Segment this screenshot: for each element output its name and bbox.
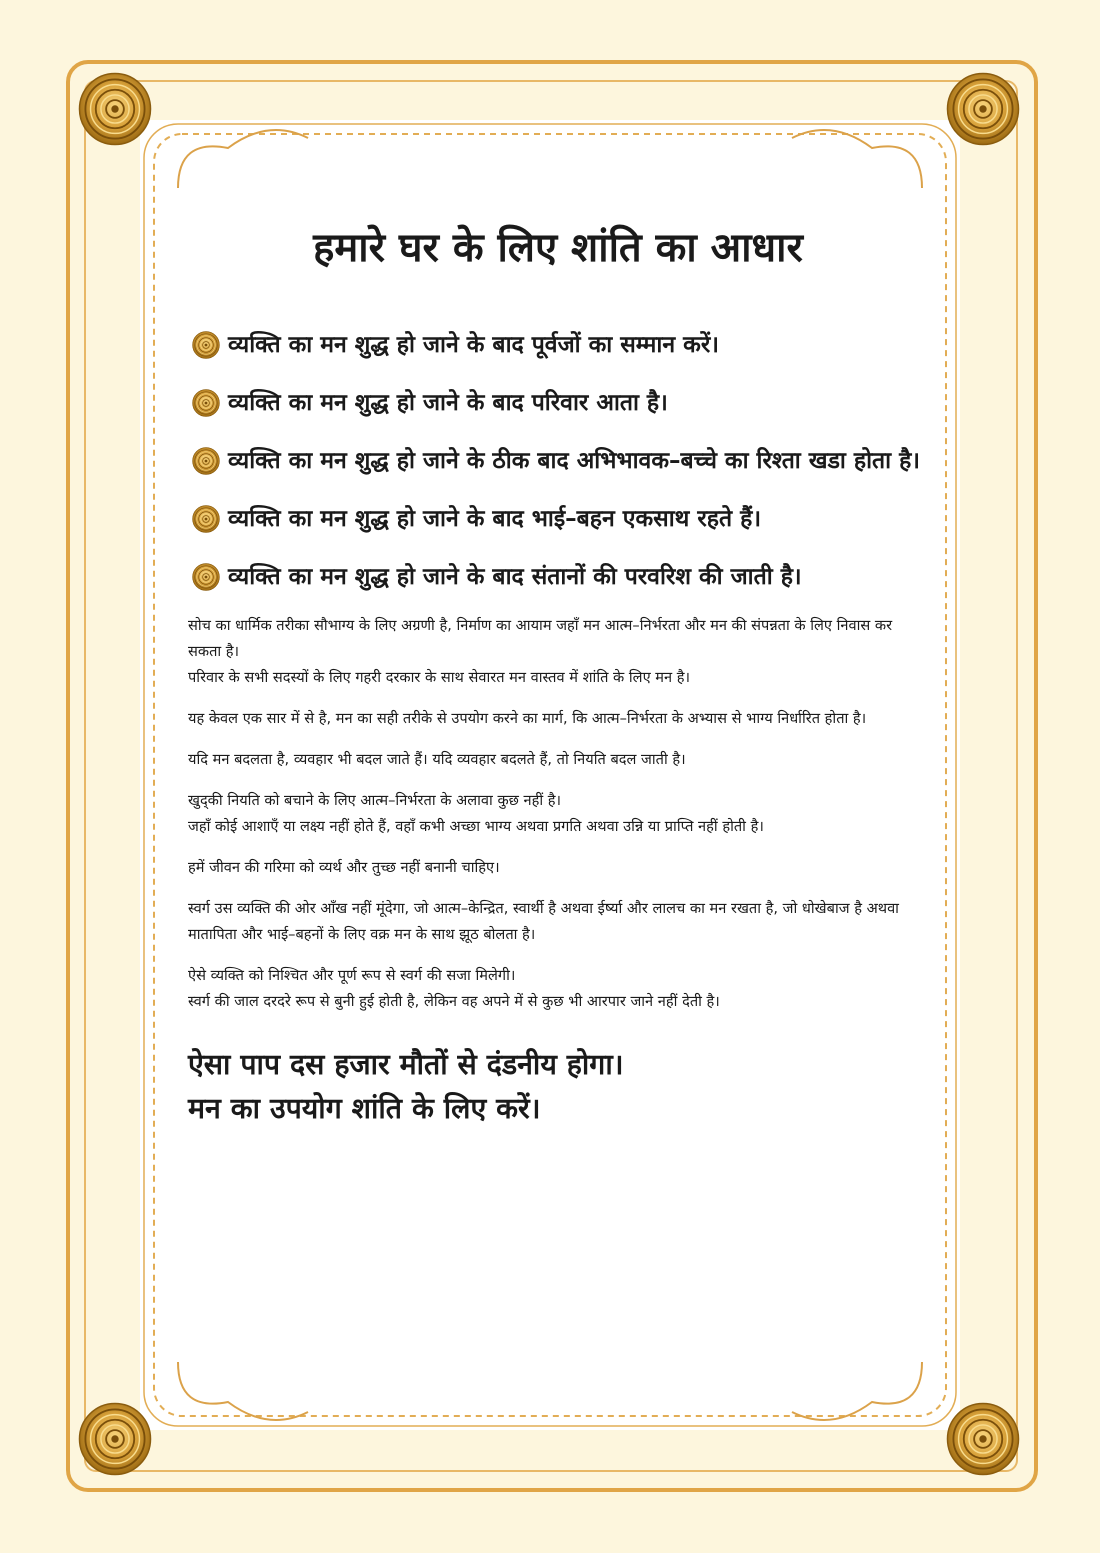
paragraph-line: स्वर्ग उस व्यक्ति की ओर आँख नहीं मूंदेगा, जो आत्म–केन्द्रित, स्वार्थी है अथवा ईर्ष्या और लालच का मन रखता है, जो धोखेबाज है अथवा मातापिता और भाई–बहनों के लिए वक्र मन के साथ झूठ बोलता है। bbox=[188, 900, 899, 943]
list-item bbox=[188, 497, 928, 541]
paragraph bbox=[188, 747, 928, 773]
list-item bbox=[188, 323, 928, 367]
list-item-text: व्यक्ति का मन शुद्ध हो जाने के ठीक बाद अभिभावक–बच्चे का रिश्ता खडा होता है। bbox=[228, 448, 921, 474]
paragraph bbox=[188, 788, 928, 840]
list-item-text: व्यक्ति का मन शुद्ध हो जाने के बाद संतानों की परवरिश की जाती है। bbox=[228, 564, 802, 590]
list-item bbox=[188, 381, 928, 425]
paragraph-line: यदि मन बदलता है, व्यवहार भी बदल जाते हैं। यदि व्यवहार बदलते हैं, तो नियति बदल जाती है। bbox=[188, 751, 686, 768]
paragraph bbox=[188, 963, 928, 1015]
list-item-text: व्यक्ति का मन शुद्ध हो जाने के बाद पूर्वजों का सम्मान करें। bbox=[228, 332, 719, 358]
body-text bbox=[188, 613, 928, 1015]
gold-medallion-icon bbox=[946, 72, 1020, 146]
gold-medallion-icon bbox=[946, 1402, 1020, 1476]
gold-medallion-icon bbox=[78, 72, 152, 146]
gold-disc-bullet-icon bbox=[192, 447, 220, 475]
gold-disc-bullet-icon bbox=[192, 389, 220, 417]
list-item bbox=[188, 555, 928, 599]
paragraph-line: स्वर्ग की जाल दरदरे रूप से बुनी हुई होती है, लेकिन वह अपने में से कुछ भी आरपार जाने नहीं देती है। bbox=[188, 993, 720, 1010]
paragraph bbox=[188, 896, 928, 948]
paragraph-line: खुद्की नियति को बचाने के लिए आत्म–निर्भरता के अलावा कुछ नहीं है। bbox=[188, 792, 562, 809]
paragraph-line: ऐसे व्यक्ति को निश्चित और पूर्ण रूप से स्वर्ग की सजा मिलेगी। bbox=[188, 967, 516, 984]
paragraph-line: जहाँ कोई आशाएँ या लक्ष्य नहीं होते हैं, वहाँ कभी अच्छा भाग्य अथवा प्रगति अथवा उन्नि या प्राप्ति नहीं होती है। bbox=[188, 818, 764, 835]
gold-disc-bullet-icon bbox=[192, 505, 220, 533]
list-item bbox=[188, 439, 928, 483]
paragraph-line: परिवार के सभी सदस्यों के लिए गहरी दरकार के साथ सेवारत मन वास्तव में शांति के लिए मन है। bbox=[188, 669, 691, 686]
paragraph bbox=[188, 855, 928, 881]
paragraph-line: यह केवल एक सार में से है, मन का सही तरीके से उपयोग करने का मार्ग, कि आत्म–निर्भरता के अभ्यास से भाग्य निर्धारित होता है। bbox=[188, 710, 867, 727]
closing-statement bbox=[188, 1043, 928, 1131]
paragraph-line: सोच का धार्मिक तरीका सौभाग्य के लिए अग्रणी है, निर्माण का आयाम जहाँ मन आत्म–निर्भरता और मन की संपन्नता के लिए निवास कर सकता है। bbox=[188, 617, 893, 660]
paragraph-line: हमें जीवन की गरिमा को व्यर्थ और तुच्छ नहीं बनानी चाहिए। bbox=[188, 859, 500, 876]
paragraph bbox=[188, 613, 928, 691]
closing-line: ऐसा पाप दस हजार मौतों से दंडनीय होगा। bbox=[188, 1048, 624, 1081]
document-content bbox=[188, 200, 928, 1131]
gold-medallion-icon bbox=[78, 1402, 152, 1476]
list-item-text: व्यक्ति का मन शुद्ध हो जाने के बाद भाई–बहन एकसाथ रहते हैं। bbox=[228, 506, 762, 532]
principles-list bbox=[188, 323, 928, 599]
gold-disc-bullet-icon bbox=[192, 331, 220, 359]
paragraph bbox=[188, 706, 928, 732]
list-item-text: व्यक्ति का मन शुद्ध हो जाने के बाद परिवार आता है। bbox=[228, 390, 668, 416]
page-title: हमारे घर के लिए शांति का आधार bbox=[313, 225, 803, 271]
gold-disc-bullet-icon bbox=[192, 563, 220, 591]
closing-line: मन का उपयोग शांति के लिए करें। bbox=[188, 1092, 541, 1125]
